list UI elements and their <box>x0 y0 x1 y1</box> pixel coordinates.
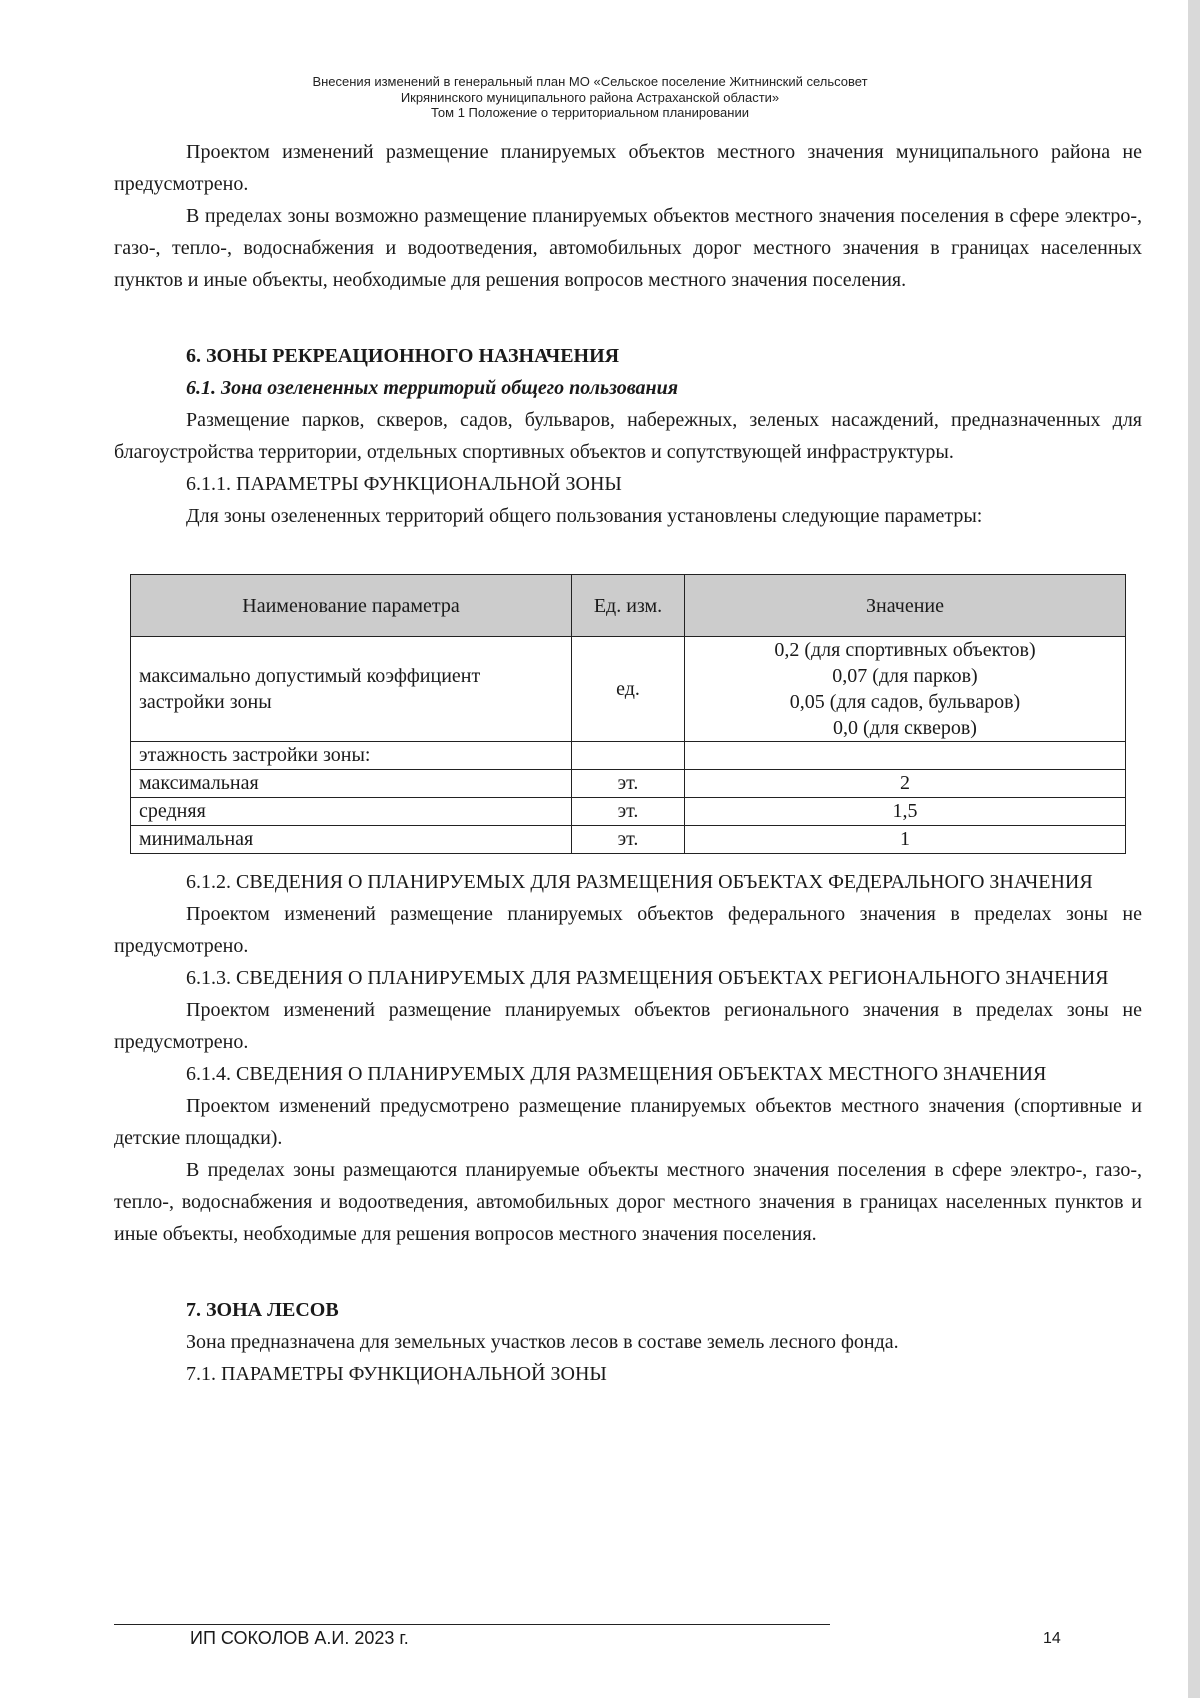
header-line-2: Икрянинского муниципального района Астраханской области» <box>400 89 780 105</box>
section-heading-6: 6. ЗОНЫ РЕКРЕАЦИОННОГО НАЗНАЧЕНИЯ <box>186 345 620 367</box>
table-row <box>131 770 1126 798</box>
table-header-cell: Наименование параметра <box>131 575 572 637</box>
table-cell-name: этажность застройки зоны: <box>131 742 572 770</box>
table-cell-value: 1 <box>685 826 1126 854</box>
table-cell-unit: эт. <box>572 826 685 854</box>
paragraph: В пределах зоны размещаются планируемые объекты местного значения поселения в сфере электро-, газо-, тепло-, водоснабжения и водоотведения, автомобильных дорог местного значения в границах населенных пунктов и иные объекты, необходимые для решения вопросов местного значения поселения. <box>114 1159 1142 1245</box>
table-cell-value: 1,5 <box>685 798 1126 826</box>
paragraph: Размещение парков, скверов, садов, бульваров, набережных, зеленых насаждений, предназначенных для благоустройства территории, отдельных спортивных объектов и сопутствующей инфраструктуры. <box>114 409 1142 463</box>
table-cell-name: максимально допустимый коэффициент застройки зоны <box>131 637 572 742</box>
parameters-table <box>130 574 1126 854</box>
value-line: 0,07 (для парков) <box>832 665 978 687</box>
table-row <box>131 798 1126 826</box>
table-row <box>131 826 1126 854</box>
value-line: 0,0 (для скверов) <box>833 717 977 739</box>
page-number: 14 <box>1043 1630 1061 1647</box>
table-row <box>131 637 1126 742</box>
table-cell-value: 2 <box>685 770 1126 798</box>
subsection-heading-7-1: 7.1. ПАРАМЕТРЫ ФУНКЦИОНАЛЬНОЙ ЗОНЫ <box>186 1363 607 1385</box>
header-line-1: Внесения изменений в генеральный план МО «Сельское поселение Житнинский сельсовет <box>312 74 868 89</box>
subsection-heading-6-1-3: 6.1.3. СВЕДЕНИЯ О ПЛАНИРУЕМЫХ ДЛЯ РАЗМЕЩЕНИЯ ОБЪЕКТАХ РЕГИОНАЛЬНОГО ЗНАЧЕНИЯ <box>186 967 1109 989</box>
table-header-row <box>131 575 1126 637</box>
subsection-heading-6-1-4: 6.1.4. СВЕДЕНИЯ О ПЛАНИРУЕМЫХ ДЛЯ РАЗМЕЩЕНИЯ ОБЪЕКТАХ МЕСТНОГО ЗНАЧЕНИЯ <box>186 1063 1047 1085</box>
value-line: 0,2 (для спортивных объектов) <box>774 639 1036 661</box>
footer-author: ИП СОКОЛОВ А.И. 2023 г. <box>190 1628 409 1648</box>
table-cell-unit: эт. <box>572 798 685 826</box>
spacer <box>114 854 1142 866</box>
document-body <box>114 136 1142 1390</box>
running-header <box>200 74 980 121</box>
paragraph: Проектом изменений размещение планируемых объектов регионального значения в пределах зоны не предусмотрено. <box>114 999 1142 1053</box>
table-cell-name: максимальная <box>131 770 572 798</box>
table-row <box>131 742 1126 770</box>
table-cell-name: средняя <box>131 798 572 826</box>
paragraph: В пределах зоны возможно размещение планируемых объектов местного значения поселения в сфере электро-, газо-, тепло-, водоснабжения и водоотведения, автомобильных дорог местного значения в границах населенных пунктов и иные объекты, необходимые для решения вопросов местного значения поселения. <box>114 205 1142 291</box>
table-cell-unit: эт. <box>572 770 685 798</box>
value-line: 0,05 (для садов, бульваров) <box>789 691 1021 713</box>
header-line-3: Том 1 Положение о территориальном планировании <box>431 105 749 120</box>
section-heading-7: 7. ЗОНА ЛЕСОВ <box>186 1299 339 1321</box>
table-header-cell: Значение <box>685 575 1126 637</box>
paragraph: Зона предназначена для земельных участков лесов в составе земель лесного фонда. <box>186 1331 899 1353</box>
paragraph: Проектом изменений размещение планируемых объектов федерального значения в пределах зоны не предусмотрено. <box>114 903 1142 957</box>
table-cell-value <box>685 637 1126 742</box>
table-cell-unit <box>572 742 685 770</box>
paragraph: Проектом изменений предусмотрено размещение планируемых объектов местного значения (спортивные и детские площадки). <box>114 1095 1142 1149</box>
spacer <box>114 296 1142 340</box>
paragraph: Для зоны озелененных территорий общего пользования установлены следующие параметры: <box>186 505 983 527</box>
subsection-heading-6-1-1: 6.1.1. ПАРАМЕТРЫ ФУНКЦИОНАЛЬНОЙ ЗОНЫ <box>186 473 622 495</box>
spacer <box>114 532 1142 574</box>
table-cell-name: минимальная <box>131 826 572 854</box>
page-right-edge <box>1188 0 1200 1698</box>
table-cell-unit: ед. <box>572 637 685 742</box>
table-cell-value <box>685 742 1126 770</box>
spacer <box>114 1250 1142 1294</box>
paragraph: Проектом изменений размещение планируемых объектов местного значения муниципального района не предусмотрено. <box>114 141 1142 195</box>
footer-divider <box>114 1624 830 1625</box>
subsection-heading-6-1-2: 6.1.2. СВЕДЕНИЯ О ПЛАНИРУЕМЫХ ДЛЯ РАЗМЕЩЕНИЯ ОБЪЕКТАХ ФЕДЕРАЛЬНОГО ЗНАЧЕНИЯ <box>186 871 1093 893</box>
table-header-cell: Ед. изм. <box>572 575 685 637</box>
subsection-heading-6-1: 6.1. Зона озелененных территорий общего пользования <box>186 377 679 399</box>
